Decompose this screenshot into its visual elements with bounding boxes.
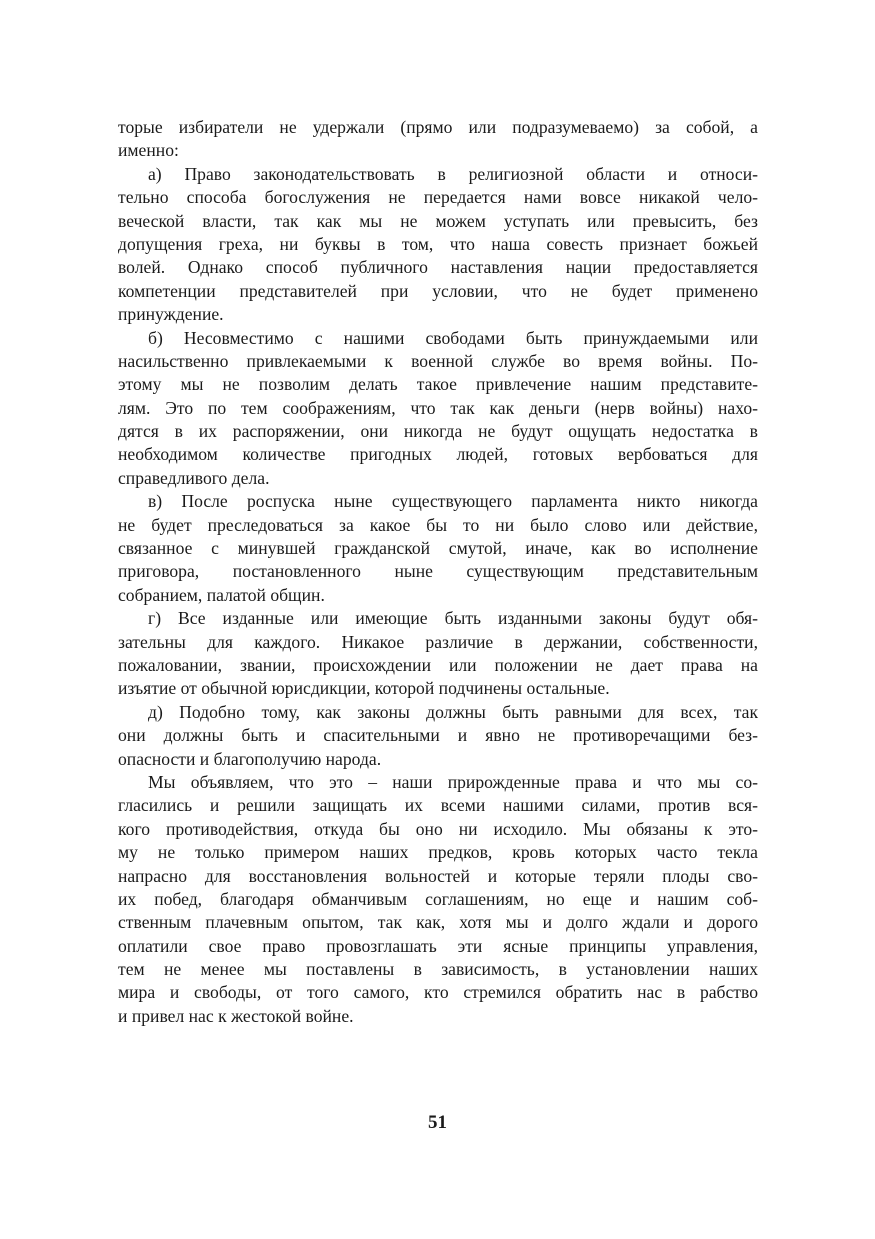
text-line: му не только примером наших предков, кровь которых часто текла xyxy=(118,842,758,863)
paragraph-g-start: г) Все изданные или имеющие быть изданными законы будут обя- xyxy=(148,608,758,629)
text-line: изъятие от обычной юрисдикции, которой подчинены остальные. xyxy=(118,678,610,699)
text-line: насильственно привлекаемыми к военной службе во время войны. По- xyxy=(118,350,758,371)
text-line: волей. Однако способ публичного наставления нации предоставляется xyxy=(118,257,758,278)
paragraph-d-start: д) Подобно тому, как законы должны быть равными для всех, так xyxy=(148,701,758,722)
page-number: 51 xyxy=(428,1112,447,1133)
text-line: их побед, благодаря обманчивым соглашениям, но еще и нашим соб- xyxy=(118,888,758,909)
text-line: тельно способа богослужения не передается нами вовсе никакой чело- xyxy=(118,187,758,208)
text-line: опасности и благополучию народа. xyxy=(118,748,382,769)
text-line: лям. Это по тем соображениям, что так как деньги (нерв войны) нахо- xyxy=(118,397,758,418)
text-line: веческой власти, так как мы не можем уступать или превысить, без xyxy=(118,210,758,231)
paragraph-a-start: а) Право законодательствовать в религиозной области и относи- xyxy=(148,163,758,184)
text-line: дятся в их распоряжении, они никогда не будут ощущать недостатка в xyxy=(118,421,758,442)
text-line: этому мы не позволим делать такое привлечение нашим представите- xyxy=(118,374,758,395)
text-line: пожаловании, звании, происхождении или положении не дает права на xyxy=(118,654,758,675)
page-body xyxy=(118,116,758,1028)
paragraph-b-start: б) Несовместимо с нашими свободами быть принуждаемыми или xyxy=(148,327,758,348)
text-line: допущения греха, ни буквы в том, что наша совесть признает божьей xyxy=(118,233,758,254)
text-line: справедливого дела. xyxy=(118,467,270,488)
text-line: тем не менее мы поставлены в зависимость, в установлении наших xyxy=(118,959,758,980)
text-line: мира и свободы, от того самого, кто стремился обратить нас в рабство xyxy=(118,982,758,1003)
text-line: напрасно для восстановления вольностей и которые теряли плоды сво- xyxy=(118,865,758,886)
text-line: связанное с минувшей гражданской смутой, иначе, как во исполнение xyxy=(118,538,758,559)
text-line: принуждение. xyxy=(118,304,224,325)
paragraph-v-start: в) После роспуска ныне существующего парламента никто никогда xyxy=(148,491,758,512)
text-line: кого противодействия, откуда бы оно ни исходило. Мы обязаны к это- xyxy=(118,818,758,839)
text-line: они должны быть и спасительными и явно не противоречащими без- xyxy=(118,725,758,746)
text-line: оплатили свое право провозглашать эти ясные принципы управления, xyxy=(118,935,758,956)
text-line: гласились и решили защищать их всеми нашими силами, против вся- xyxy=(118,795,758,816)
text-line: именно: xyxy=(118,140,179,161)
text-line: и привел нас к жестокой войне. xyxy=(118,1005,354,1026)
text-line: собранием, палатой общин. xyxy=(118,584,325,605)
text-line: ственным плачевным опытом, так как, хотя мы и долго ждали и дорого xyxy=(118,912,758,933)
text-line: торые избиратели не удержали (прямо или подразумеваемо) за собой, а xyxy=(118,117,758,137)
text-line: необходимом количестве пригодных людей, готовых вербоваться для xyxy=(118,444,758,465)
paragraph-declaration-start: Мы объявляем, что это – наши прирожденные права и что мы со- xyxy=(148,771,758,792)
text-line: компетенции представителей при условии, что не будет применено xyxy=(118,280,758,301)
text-line: не будет преследоваться за какое бы то ни было слово или действие, xyxy=(118,514,758,535)
text-line: зательны для каждого. Никакое различие в держании, собственности, xyxy=(118,631,758,652)
text-line: приговора, постановленного ныне существующим представительным xyxy=(118,561,758,582)
